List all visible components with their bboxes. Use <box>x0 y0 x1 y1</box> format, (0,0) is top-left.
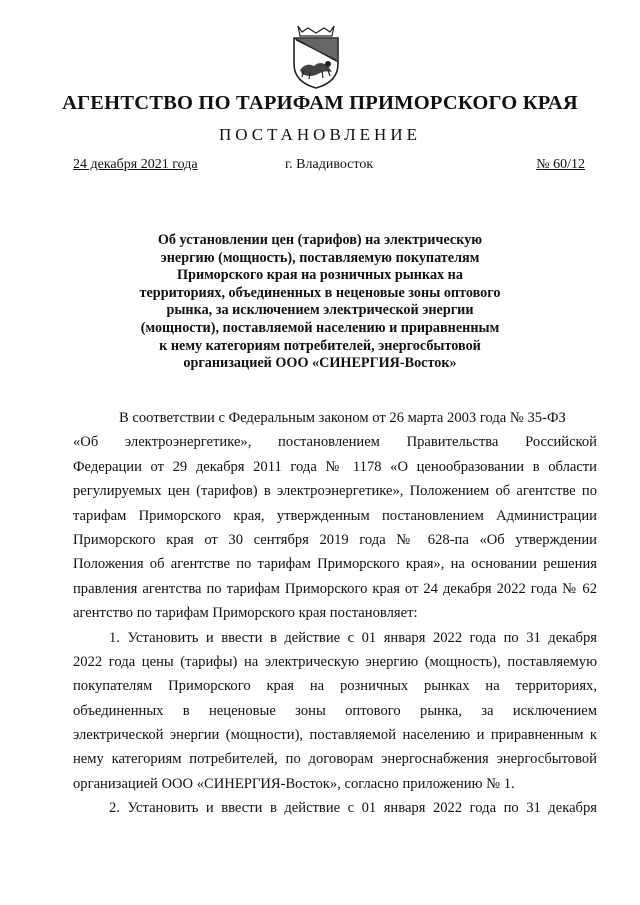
body-line: Приморского края от 30 сентября 2019 года № 628-па «Об утверждении <box>73 531 597 548</box>
body-line: Положения об агентстве по тарифам Приморского края», на основании решения <box>73 556 597 573</box>
body-line: тарифам Приморского края, утвержденным постановлением Администрации <box>73 507 597 524</box>
body-line: электрической энергии (мощности), поставляемой населению и приравненным к <box>73 727 597 744</box>
body-line: 1. Установить и ввести в действие с 01 января 2022 года по 31 декабря <box>109 629 597 646</box>
document-type: ПОСТАНОВЛЕНИЕ <box>218 125 421 144</box>
body-line: правления агентства по тарифам Приморского края от 24 декабря 2022 года № 62 <box>73 580 597 597</box>
body-line: В соответствии с Федеральным законом от 26 марта 2003 года № 35-ФЗ <box>119 410 566 426</box>
body-line: объединенных в неценовые зоны оптового рынка, за исключением <box>73 702 597 719</box>
title-line: территориях, объединенных в неценовые зоны оптового <box>139 284 501 301</box>
title-line: (мощности), поставляемой населению и приравненным <box>140 319 500 336</box>
body-line: агентство по тарифам Приморского края постановляет: <box>73 605 418 622</box>
body-line: организацией ООО «СИНЕРГИЯ-Восток», согласно приложению № 1. <box>73 775 515 792</box>
body-line: 2. Установить и ввести в действие с 01 января 2022 года по 31 декабря <box>109 800 597 817</box>
title-line: к нему категориям потребителей, энергосбытовой <box>159 337 481 354</box>
title-line: организацией ООО «СИНЕРГИЯ-Восток» <box>183 355 457 372</box>
agency-name: АГЕНТСТВО ПО ТАРИФАМ ПРИМОРСКОГО КРАЯ <box>62 92 578 114</box>
coat-of-arms-icon <box>288 24 344 90</box>
document-body <box>73 406 597 821</box>
document-number: № 60/12 <box>536 157 585 172</box>
body-line: регулируемых цен (тарифов) в электроэнергетике», Положением об агентстве по <box>73 483 597 500</box>
title-line: энергию (мощность), поставляемую покупателям <box>160 249 480 266</box>
title-line: Приморского края на розничных рынках на <box>177 267 463 284</box>
body-line: покупателям Приморского края на розничных рынках на территориях, <box>73 678 597 695</box>
document-city: г. Владивосток <box>285 157 374 172</box>
body-line: нему категориям потребителей, по договорам энергоснабжения энергосбытовой <box>73 751 597 768</box>
body-line: 2022 года цены (тарифы) на электрическую энергию (мощность), поставляемую <box>73 653 597 670</box>
body-line: «Об электроэнергетике», постановлением Правительства Российской <box>73 434 597 451</box>
title-line: рынка, за исключением электрической энергии <box>166 302 474 319</box>
document-date: 24 декабря 2021 года <box>73 157 198 172</box>
document-title <box>125 232 515 373</box>
title-line: Об установлении цен (тарифов) на электрическую <box>157 232 483 248</box>
body-line: Федерации от 29 декабря 2011 года № 1178 «О ценообразовании в области <box>73 458 597 475</box>
